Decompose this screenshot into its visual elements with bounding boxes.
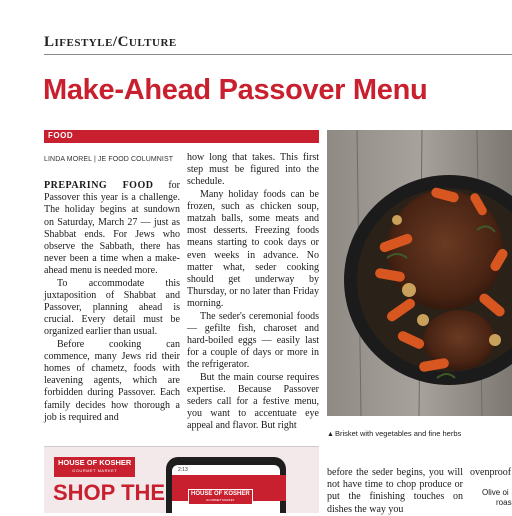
paragraph: how long that takes. This first step must be figured into the schedule. bbox=[187, 152, 319, 188]
category-bar bbox=[44, 130, 319, 143]
category-label: FOOD bbox=[48, 131, 74, 140]
article-headline: Make-Ahead Passover Menu bbox=[43, 74, 428, 106]
ad-brand-logo bbox=[54, 457, 135, 477]
paragraph: before the seder begins, you will not have time to chop produce or put the finishing touches on dishes the way you bbox=[327, 467, 463, 515]
byline: LINDA MOREL | JE FOOD COLUMNIST bbox=[44, 156, 174, 163]
paragraph: The seder's ceremonial foods — gefilte fish, charoset and hard-boiled eggs — easily last for a couple of days or more in the refrigerator. bbox=[187, 310, 319, 371]
caption-text: Brisket with vegetables and fine herbs bbox=[334, 429, 462, 438]
ad-brand-name: HOUSE OF KOSHER bbox=[58, 458, 132, 467]
paragraph: To accommodate this juxtaposition of Shabbat and Passover, planning ahead is crucial. Every detail must be organized earlier than usual. bbox=[44, 277, 180, 338]
phone-brand-logo bbox=[188, 489, 253, 505]
ad-headline: SHOP THE bbox=[53, 480, 166, 505]
phone-brand-name: HOUSE OF KOSHER bbox=[191, 491, 250, 497]
paragraph: Before cooking can commence, many Jews rid their homes of chametz, foods with leavening agents, which are forbidden during Passover. Each family decides how thorough a job is required and bbox=[44, 338, 180, 423]
phone-brand-sub: GOURMET MARKET bbox=[206, 498, 235, 502]
advertisement[interactable] bbox=[44, 446, 319, 513]
section-rule bbox=[44, 54, 512, 55]
ad-brand-sub: GOURMET MARKET bbox=[72, 468, 118, 473]
phone-mockup bbox=[166, 457, 286, 513]
recipe-ingredient: Olive oi bbox=[482, 488, 509, 497]
article-column-2 bbox=[187, 152, 319, 433]
paragraph bbox=[44, 180, 180, 278]
section-header: Lifestyle/Culture bbox=[44, 34, 177, 50]
paragraph-fragment: ovenproof bbox=[470, 467, 512, 478]
paragraph-text: for Passover this year is a challenge. The holiday begins at sundown on Saturday, March 27 — just as Shabbat ends. For Jews who observe the Sabbath, there has never been a time when a make-ahead menu is needed more. bbox=[44, 180, 180, 277]
recipe-ingredient: roas bbox=[496, 498, 512, 507]
paragraph: But the main course requires expertise. Because Passover seders call for a festive menu, you want to accentuate eye appeal and flavor. But right bbox=[187, 371, 319, 432]
lead-in: PREPARING FOOD bbox=[44, 180, 154, 191]
phone-time: 2:13 bbox=[178, 467, 188, 473]
article-column-1 bbox=[44, 180, 180, 424]
article-column-3 bbox=[327, 467, 463, 516]
article-column-4 bbox=[470, 467, 512, 507]
paragraph: Many holiday foods can be frozen, such as chicken soup, matzah balls, some meats and most desserts. Freezing foods means starting to cook days or even weeks in advance. No matter what, seder cooking should get underway by Thursday, or no later than Friday morning. bbox=[187, 188, 319, 310]
brisket-illustration bbox=[327, 130, 512, 416]
photo-caption bbox=[327, 429, 461, 438]
brisket-photo bbox=[327, 130, 512, 416]
caption-triangle-icon: ▲ bbox=[327, 431, 334, 438]
